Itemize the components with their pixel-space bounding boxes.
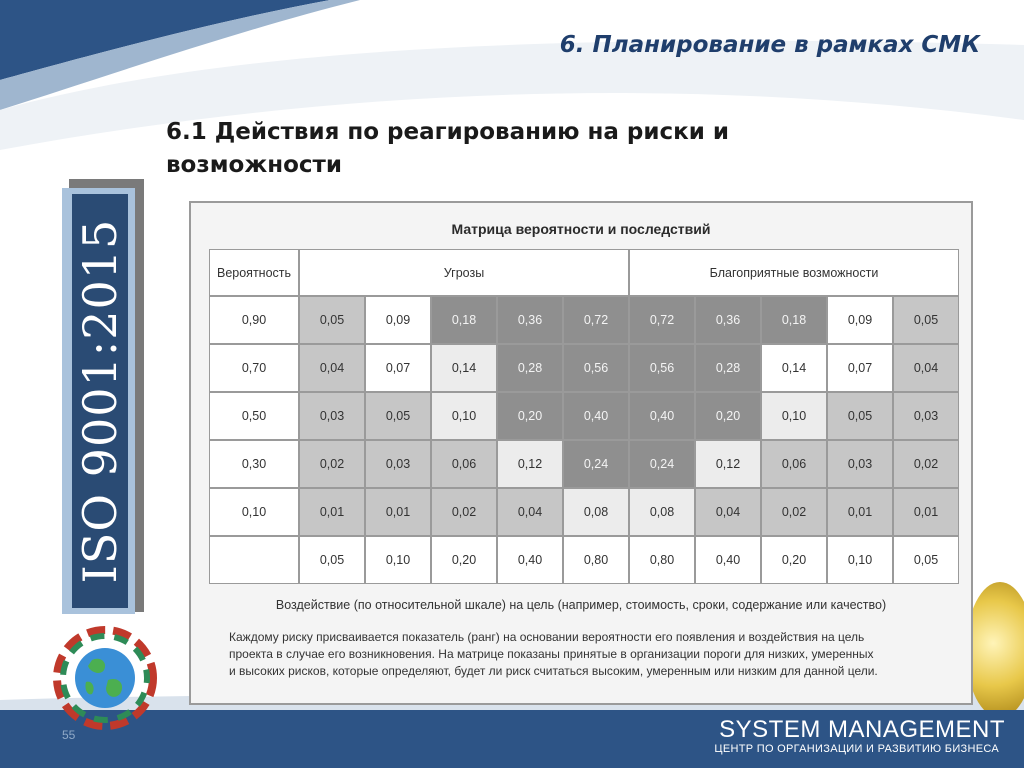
note-line: Каждому риску присваивается показатель (ранг) на основании вероятности его появления и воздействия на цель [229,630,865,644]
brand-tagline: ЦЕНТР ПО ОРГАНИЗАЦИИ И РАЗВИТИЮ БИЗНЕСА [714,743,999,755]
matrix-cell: 0,10 [761,392,827,440]
matrix-cell: 0,04 [695,488,761,536]
matrix-cell: 0,06 [761,440,827,488]
probability-cell: 0,90 [209,296,299,344]
matrix-cell: 0,03 [299,392,365,440]
note-line: и высоких рисков, которые определяют, будет ли риск считаться высоким, умеренным или низким для данной цели. [229,664,878,678]
matrix-cell: 0,20 [695,392,761,440]
matrix-cell: 0,40 [695,536,761,584]
matrix-row [209,536,959,584]
matrix-cell: 0,03 [827,440,893,488]
matrix-cell: 0,56 [563,344,629,392]
matrix-row [209,392,959,440]
matrix-cell: 0,36 [695,296,761,344]
matrix-header-row [209,249,959,296]
matrix-cell: 0,20 [431,536,497,584]
matrix-cell: 0,12 [695,440,761,488]
slide-header-title: 6. Планирование в рамках СМК [559,32,980,58]
probability-cell: 0,50 [209,392,299,440]
probability-cell: 0,30 [209,440,299,488]
matrix-cell: 0,05 [893,296,959,344]
matrix-cell: 0,04 [497,488,563,536]
matrix-cell: 0,72 [563,296,629,344]
matrix-cell: 0,07 [365,344,431,392]
matrix-cell: 0,18 [761,296,827,344]
slide-subtitle: 6.1 Действия по реагированию на риски и возможности [166,119,729,178]
matrix-cell: 0,24 [563,440,629,488]
probability-cell [209,536,299,584]
matrix-cell: 0,14 [761,344,827,392]
header-opportunities: Благоприятные возможности [629,249,959,296]
matrix-cell: 0,04 [893,344,959,392]
probability-cell: 0,10 [209,488,299,536]
matrix-cell: 0,05 [827,392,893,440]
matrix-cell: 0,80 [563,536,629,584]
matrix-cell: 0,40 [563,392,629,440]
matrix-cell: 0,09 [827,296,893,344]
matrix-cell: 0,03 [893,392,959,440]
matrix-cell: 0,80 [629,536,695,584]
matrix-cell: 0,05 [299,296,365,344]
header-probability: Вероятность [209,249,299,296]
matrix-note [229,629,949,680]
matrix-cell: 0,12 [497,440,563,488]
matrix-cell: 0,01 [365,488,431,536]
header-threats: Угрозы [299,249,629,296]
globe-logo-icon [52,622,164,732]
matrix-cell: 0,10 [365,536,431,584]
matrix-cell: 0,20 [497,392,563,440]
matrix-caption: Воздействие (по относительной шкале) на цель (например, стоимость, сроки, содержание или качество) [275,598,887,612]
matrix-cell: 0,01 [827,488,893,536]
matrix-cell: 0,14 [431,344,497,392]
matrix-cell: 0,02 [893,440,959,488]
matrix-body [209,296,959,584]
matrix-cell: 0,72 [629,296,695,344]
matrix-cell: 0,05 [893,536,959,584]
matrix-cell: 0,06 [431,440,497,488]
matrix-cell: 0,07 [827,344,893,392]
probability-cell: 0,70 [209,344,299,392]
iso-standard-label: ISO 9001:2015 [73,218,127,584]
matrix-cell: 0,28 [497,344,563,392]
matrix-cell: 0,02 [299,440,365,488]
matrix-row [209,296,959,344]
risk-matrix-figure [189,201,973,705]
matrix-cell: 0,36 [497,296,563,344]
note-line: проекта в случае его возникновения. На матрице показаны принятые в организации пороги для низких, умеренных [229,647,874,661]
matrix-row [209,344,959,392]
matrix-cell: 0,40 [497,536,563,584]
matrix-cell: 0,24 [629,440,695,488]
matrix-cell: 0,08 [629,488,695,536]
probability-impact-matrix [209,249,959,584]
matrix-cell: 0,02 [761,488,827,536]
matrix-cell: 0,03 [365,440,431,488]
matrix-cell: 0,10 [827,536,893,584]
matrix-cell: 0,09 [365,296,431,344]
matrix-cell: 0,10 [431,392,497,440]
matrix-cell: 0,40 [629,392,695,440]
matrix-row [209,488,959,536]
matrix-cell: 0,18 [431,296,497,344]
matrix-cell: 0,02 [431,488,497,536]
matrix-cell: 0,01 [299,488,365,536]
matrix-title: Матрица вероятности и последствий [451,221,711,237]
matrix-cell: 0,04 [299,344,365,392]
page-number: 55 [62,728,76,742]
brand-name: SYSTEM MANAGEMENT [719,716,1005,743]
matrix-cell: 0,05 [299,536,365,584]
matrix-cell: 0,01 [893,488,959,536]
matrix-cell: 0,05 [365,392,431,440]
matrix-cell: 0,20 [761,536,827,584]
matrix-cell: 0,56 [629,344,695,392]
matrix-cell: 0,08 [563,488,629,536]
matrix-cell: 0,28 [695,344,761,392]
matrix-row [209,440,959,488]
